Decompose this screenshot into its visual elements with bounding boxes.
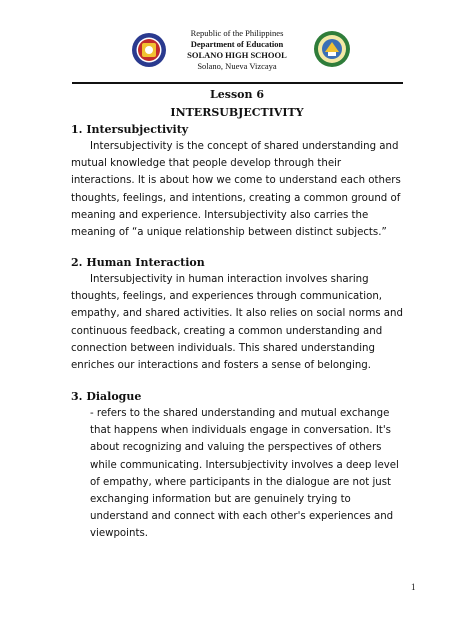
header-divider bbox=[72, 82, 403, 84]
lesson-number: Lesson 6 bbox=[210, 88, 264, 101]
section-heading: 3. Dialogue bbox=[71, 390, 142, 403]
letterhead-school: SOLANO HIGH SCHOOL bbox=[187, 50, 287, 60]
school-seal-icon bbox=[313, 30, 351, 68]
section-body: Intersubjectivity is the concept of shared understanding and mutual knowledge that people develop through their interactions. It is about how we come to understand each others thoughts, feelings, and intentions, creating a common ground of meaning and experience. Intersubjectivity also carries the meaning of “a unique relationship between distinct subjects.” bbox=[71, 141, 401, 239]
letterhead-department: Department of Education bbox=[190, 39, 284, 49]
section-heading: 1. Intersubjectivity bbox=[71, 123, 189, 136]
section-body: - refers to the shared understanding and mutual exchange that happens when individuals engage in conversation. It's about recognizing and valuing the perspectives of others while communicating. Intersubjectivity involves a deep level of empathy, where participants in the dialogue are not just exchanging information but are genuinely trying to understand and connect with each other's experiences and viewpoints. bbox=[90, 408, 399, 540]
letterhead-text bbox=[160, 28, 314, 72]
section-body: Intersubjectivity in human interaction involves sharing thoughts, feelings, and experiences through communication, empathy, and shared activities. It also relies on social norms and continuous feedback, creating a common understanding and connection between individuals. This shared understanding enriches our interactions and fosters a sense of belonging. bbox=[71, 274, 403, 372]
letterhead-country: Republic of the Philippines bbox=[190, 28, 284, 38]
letterhead-address: Solano, Nueva Vizcaya bbox=[197, 61, 277, 71]
page-number: 1 bbox=[411, 582, 416, 592]
section-heading: 2. Human Interaction bbox=[71, 256, 205, 269]
lesson-topic: INTERSUBJECTIVITY bbox=[170, 106, 304, 119]
letterhead bbox=[0, 22, 474, 78]
